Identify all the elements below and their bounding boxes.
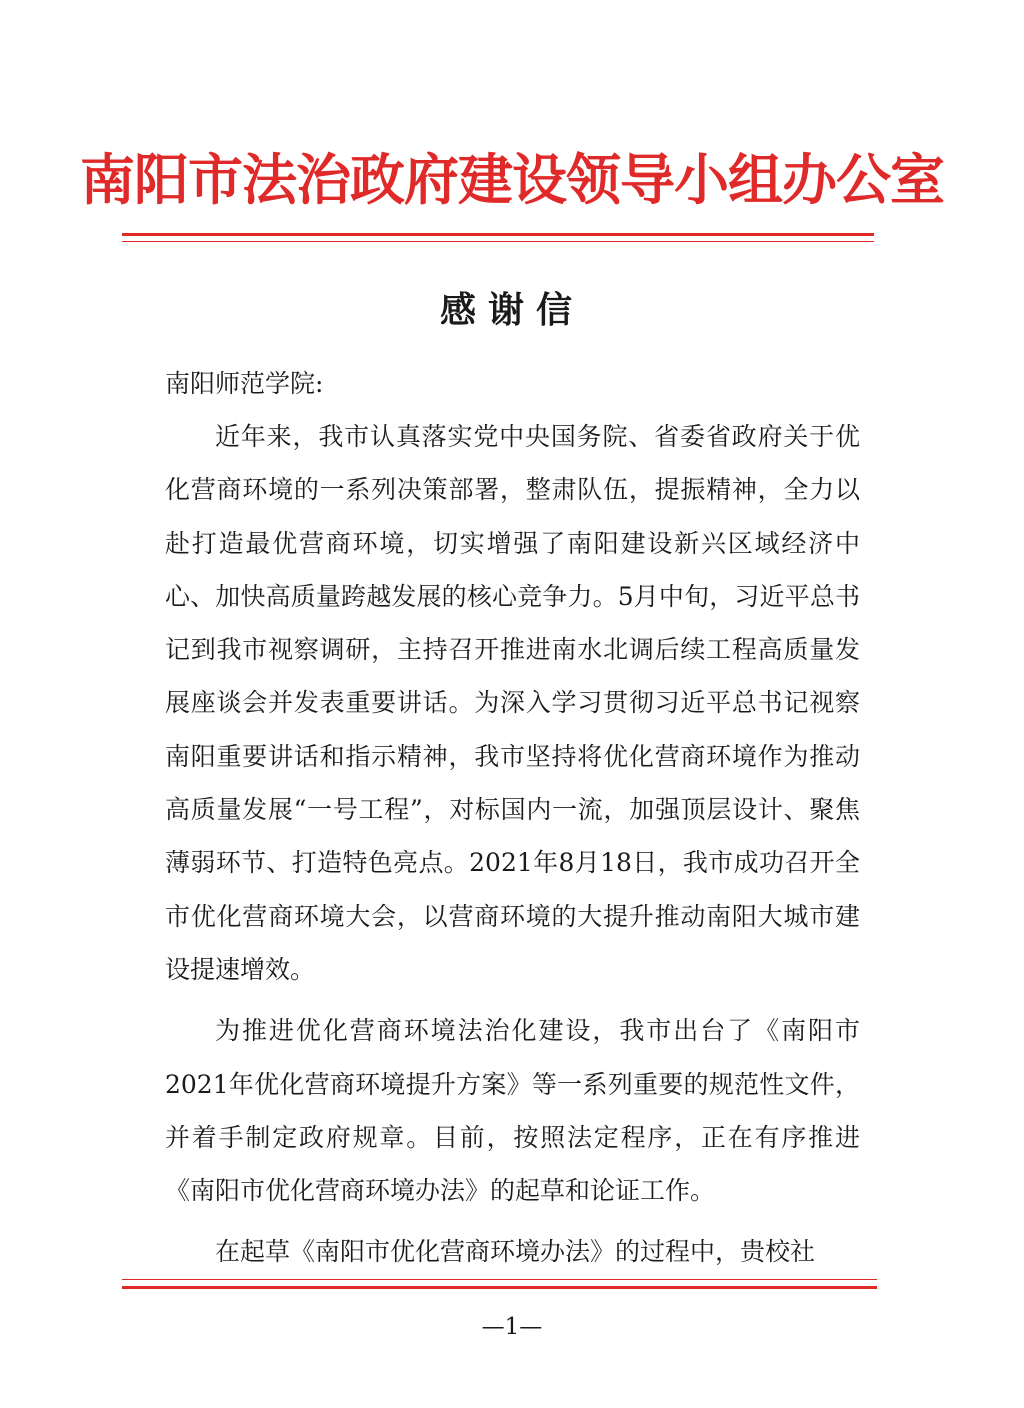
footer-rule-thick [122,1286,877,1289]
paragraph-2: 为推进优化营商环境法治化建设，我市出台了《南阳市2021年优化营商环境提升方案》等一系列重要的规范性文件，并着手制定政府规章。目前，按照法定程序，正在有序推进《南阳市优化营商环境办法》的起草和论证工作。 [165,1016,860,1206]
footer-rule-thin [122,1279,877,1280]
letterhead-rule-thick [122,233,874,236]
paragraph-3: 在起草《南阳市优化营商环境办法》的过程中，贵校社 [215,1237,816,1267]
salutation: 南阳师范学院: [165,369,324,398]
document-title: 感谢信 [439,289,584,331]
letterhead-org-name: 南阳市法治政府建设领导小组办公室 [79,147,944,212]
letterhead-rule-thin [122,241,874,242]
page-number: —1— [481,1314,543,1340]
paragraph-1: 近年来，我市认真落实党中央国务院、省委省政府关于优化营商环境的一系列决策部署，整肃队伍，提振精神，全力以赴打造最优营商环境，切实增强了南阳建设新兴区域经济中心、加快高质量跨越发展的核心竞争力。5月中旬，习近平总书记到我市视察调研，主持召开推进南水北调后续工程高质量发展座谈会并发表重要讲话。为深入学习贯彻习近平总书记视察南阳重要讲话和指示精神，我市坚持将优化营商环境作为推动高质量发展“一号工程”，对标国内一流，加强顶层设计、聚焦薄弱环节、打造特色亮点。2021年8月18日，我市成功召开全市优化营商环境大会，以营商环境的大提升推动南阳大城市建设提速增效。 [165,422,860,984]
letter-body [165,410,860,1287]
